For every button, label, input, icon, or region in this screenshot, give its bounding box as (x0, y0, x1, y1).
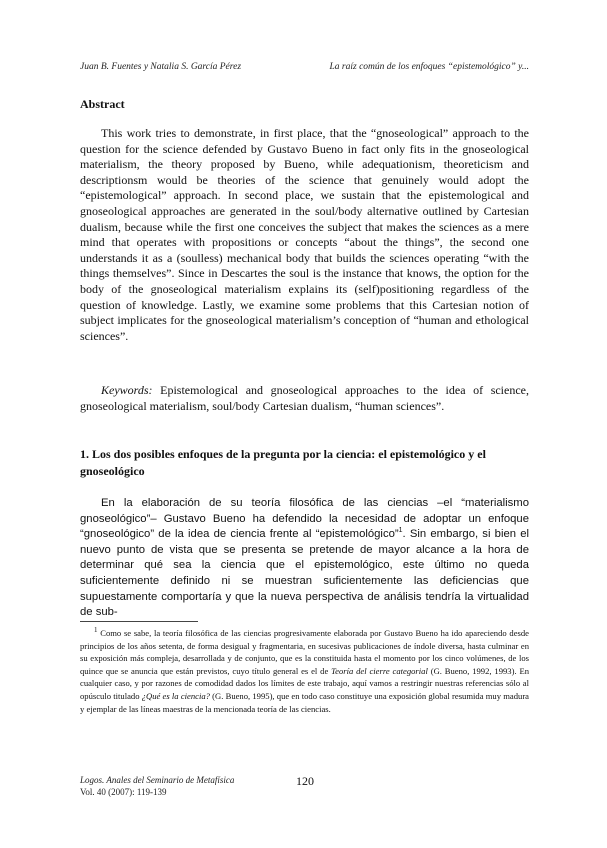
footnote (80, 627, 529, 715)
abstract-heading: Abstract (80, 97, 125, 111)
journal-footer (80, 775, 234, 798)
keywords-label: Keywords: (101, 383, 153, 397)
page-number: 120 (296, 774, 314, 788)
footnote-number: 1 (94, 626, 98, 635)
section-heading: 1. Los dos posibles enfoques de la pregunta por la ciencia: el epistemológico y el gnoseológico (80, 447, 486, 478)
keywords-text: Epistemological and gnoseological approaches to the idea of science, gnoseological materialism, soul/body Cartesian dualism, “human sciences”. (80, 383, 529, 413)
journal-volume: Vol. 40 (2007): 119-139 (80, 786, 167, 797)
section-body-part2: . Sin embargo, si bien el nuevo punto de vista que se presenta se pretende de mayor alcance a la hora de determinar qué sea la ciencia que el epistemológico, este último no queda suficientemente definido ni se muestran suficientemente las deficiencias que supuestamente comportaría y que la nueva perspectiva de análisis tendría la virtualidad de sub- (80, 528, 529, 619)
journal-name (80, 775, 234, 787)
header-running-title: La raíz común de los enfoques “epistemológico” y... (329, 62, 529, 72)
journal-name-text: Logos. Anales del Seminario de Metafísica (80, 775, 235, 785)
footnote-cited-title-2: ¿Qué es la ciencia? (141, 690, 210, 701)
keywords-paragraph (80, 383, 529, 414)
footnote-reference[interactable]: 1 (398, 527, 403, 535)
footnote-text-3: (G. Bueno, 1995), que en todo caso constituye una exposición global resumida muy madura y ejemplar de las líneas maestras de la mencionada teoría de las ciencias. (80, 690, 529, 714)
footnote-cited-title-1: Teoría del cierre categorial (331, 665, 428, 676)
section-body-part1: En la elaboración de su teoría filosófica de las ciencias –el “materialismo gnoseológico”– Gustavo Bueno ha defendido la necesidad de adoptar un enfoque “gnoseológico” de la idea de ciencia frente al “epistemológico” (80, 497, 529, 541)
footnote-divider (80, 621, 198, 622)
section-body (80, 496, 529, 621)
header-authors: Juan B. Fuentes y Natalia S. García Pérez (80, 62, 242, 72)
footnote-text-1: Como se sabe, la teoría filosófica de las ciencias progresivamente elaborada por Gustavo Bueno ha ido apareciendo desde principios de los años setenta, de forma desigual y fragmentaria, en sucesivas publicaciones de índole diversa, hasta culminar en su exposición más compleja, desarrollada y de conjunto, que es la constituida hasta el momento por los cinco volúmenes, de los quince que se anuncia que están previstos, cuyo título general es el de (80, 628, 529, 676)
abstract-body: This work tries to demonstrate, in first place, that the “gnoseological” approach to the question for the science defended by Gustavo Bueno in fact only fits in the gnoseological materialism, the theory proposed by Bueno, while adequationism, theoreticism and descriptionsm would be theories of the science that genuinely would adopt the “epistemological” approach. In second place, we sustain that the epistemological and gnoseological approaches are generated in the soul/body alternative outlined by Cartesian dualism, because while the first one conceives the subject that makes the sciences as a mere mind that operates with propositions or concepts “about the things”, the second one understands it as a (soulless) mechanical body that builds the sciences operating “with the things themselves”. Since in Descartes the soul is the instance that knows, the option for the body of the gnoseological materialism explains its (self)positioning regardless of the question of knowledge. Lastly, we examine some problems that this Cartesian notion of subject implicates for the gnoseological materialism’s conception of “human and ethological sciences”. (80, 126, 529, 343)
footnote-text-2: (G. Bueno, 1992, 1993). En cualquier caso, y por razones de comodidad dados los límites de este trabajo, aquí vamos a restringir nuestras referencias sólo al opúsculo titulado (80, 665, 530, 701)
